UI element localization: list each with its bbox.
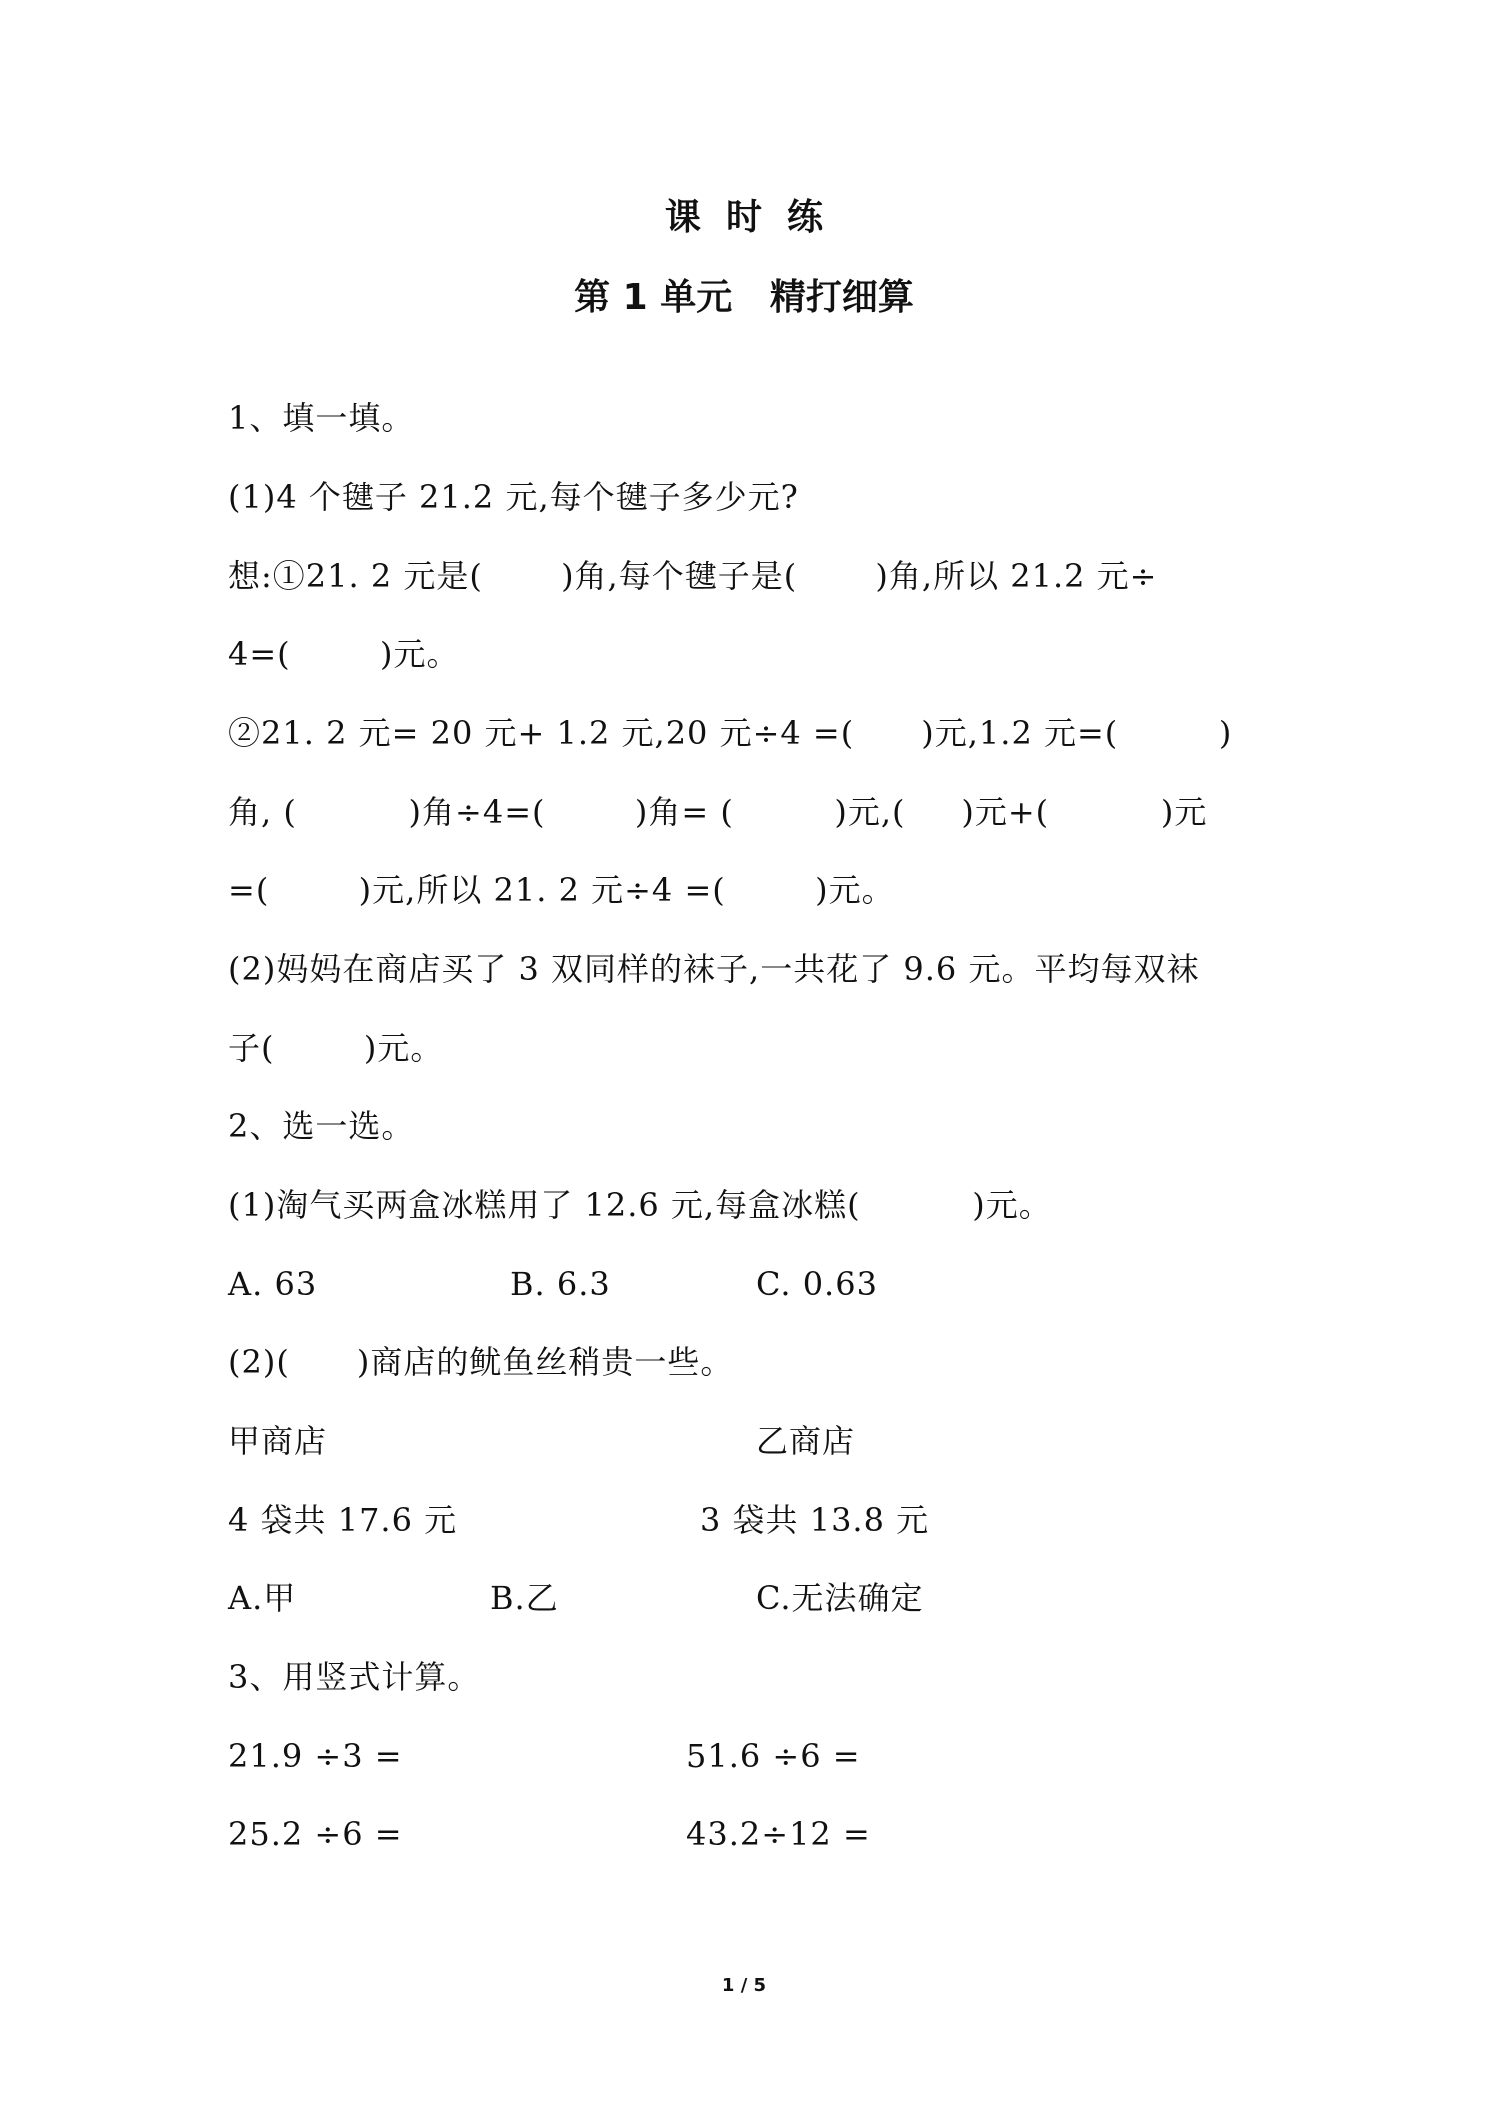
q2-heading: 2、选一选。 [228, 1107, 415, 1145]
q1-part1-think-line1: 想:①21. 2 元是( )角,每个毽子是( )角,所以 21.2 元÷ [228, 557, 1158, 595]
page-title: 课 时 练 [664, 197, 824, 238]
q2-part1-option-b: B. 6.3 [510, 1265, 611, 1303]
q1-part1-method2-line2: 角, ( )角÷4=( )角= ( )元,( )元+( )元 [228, 793, 1208, 831]
q2-part2-option-b: B.乙 [490, 1579, 559, 1617]
q1-part1-method2-line3: =( )元,所以 21. 2 元÷4 =( )元。 [228, 871, 895, 909]
unit-subtitle: 第 1 单元 精打细算 [574, 277, 914, 318]
shop-b-price: 3 袋共 13.8 元 [700, 1501, 930, 1539]
q2-part2-option-c: C.无法确定 [756, 1579, 924, 1617]
q2-part2-option-a: A.甲 [228, 1579, 297, 1617]
q1-part1-method2-line1: ②21. 2 元= 20 元+ 1.2 元,20 元÷4 =( )元,1.2 元=( ) [228, 714, 1233, 752]
q3-expression-4: 43.2÷12 = [686, 1815, 871, 1853]
q3-heading: 3、用竖式计算。 [228, 1658, 481, 1696]
q1-part2-line2: 子( )元。 [228, 1029, 444, 1067]
q3-expression-2: 51.6 ÷6 = [686, 1737, 861, 1775]
page-number: 1 / 5 [721, 1975, 767, 1996]
shop-a-label: 甲商店 [228, 1422, 328, 1460]
shop-b-label: 乙商店 [756, 1422, 856, 1460]
q1-part1-question: (1)4 个毽子 21.2 元,每个毽子多少元? [228, 478, 799, 516]
q2-part1-option-c: C. 0.63 [756, 1265, 878, 1303]
q1-heading: 1、填一填。 [228, 399, 415, 437]
q3-expression-3: 25.2 ÷6 = [228, 1815, 403, 1853]
q1-part1-think-line2: 4=( )元。 [228, 635, 460, 673]
shop-a-price: 4 袋共 17.6 元 [228, 1501, 458, 1539]
q2-part2-question: (2)( )商店的鱿鱼丝稍贵一些。 [228, 1343, 734, 1381]
q2-part1-option-a: A. 63 [228, 1265, 318, 1303]
q3-expression-1: 21.9 ÷3 = [228, 1737, 403, 1775]
q1-part2-line1: (2)妈妈在商店买了 3 双同样的袜子,一共花了 9.6 元。平均每双袜 [228, 950, 1200, 988]
q2-part1-question: (1)淘气买两盒冰糕用了 12.6 元,每盒冰糕( )元。 [228, 1186, 1052, 1224]
